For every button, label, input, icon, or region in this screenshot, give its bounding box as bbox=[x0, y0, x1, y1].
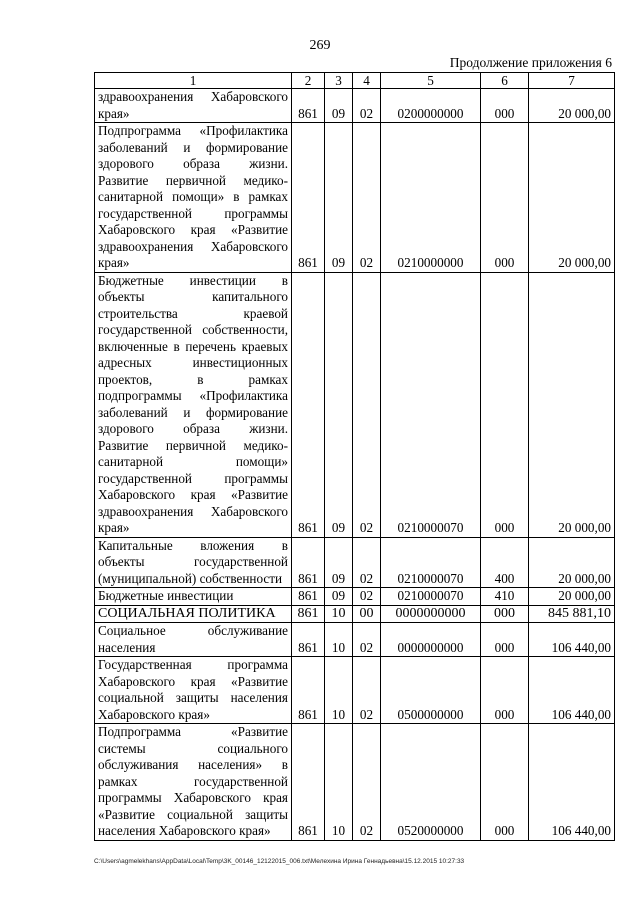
subsection-code: 02 bbox=[353, 623, 381, 657]
ministry-code: 861 bbox=[292, 623, 325, 657]
amount: 20 000,00 bbox=[529, 89, 615, 123]
expense-type-code: 000 bbox=[481, 272, 529, 537]
table-row bbox=[95, 89, 615, 123]
ministry-code: 861 bbox=[292, 588, 325, 606]
file-path-footer: C:\Users\agmelekhans\AppData\Local\Temp\3K_00146_12122015_006.txt\Мелехина Ирина Геннадьевна\15.12.2015 10:27:33 bbox=[94, 858, 465, 865]
amount: 845 881,10 bbox=[529, 605, 615, 623]
expense-type-code: 000 bbox=[481, 657, 529, 724]
subsection-code: 00 bbox=[353, 605, 381, 623]
table-row bbox=[95, 657, 615, 724]
row-name: здравоохранения Хабаровского края» bbox=[95, 89, 292, 123]
target-article-code: 0500000000 bbox=[381, 657, 481, 724]
section-code: 09 bbox=[325, 89, 353, 123]
subsection-code: 02 bbox=[353, 537, 381, 588]
target-article-code: 0520000000 bbox=[381, 724, 481, 841]
table-row bbox=[95, 272, 615, 537]
subsection-code: 02 bbox=[353, 657, 381, 724]
expense-type-code: 410 bbox=[481, 588, 529, 606]
column-header: 7 bbox=[529, 73, 615, 89]
header-row bbox=[95, 73, 615, 89]
row-name: СОЦИАЛЬНАЯ ПОЛИТИКА bbox=[95, 605, 292, 623]
row-name: Подпрограмма «Развитие системы социального обслуживания населения» в рамках государственной программы Хабаровского края «Развитие социальной защиты населения Хабаровского края» bbox=[95, 724, 292, 841]
target-article-code: 0210000000 bbox=[381, 123, 481, 273]
expense-type-code: 000 bbox=[481, 123, 529, 273]
amount: 106 440,00 bbox=[529, 724, 615, 841]
column-header: 2 bbox=[292, 73, 325, 89]
amount: 106 440,00 bbox=[529, 623, 615, 657]
target-article-code: 0000000000 bbox=[381, 623, 481, 657]
ministry-code: 861 bbox=[292, 537, 325, 588]
ministry-code: 861 bbox=[292, 605, 325, 623]
table-row bbox=[95, 123, 615, 273]
table-row bbox=[95, 588, 615, 606]
row-name: Социальное обслуживание населения bbox=[95, 623, 292, 657]
target-article-code: 0210000070 bbox=[381, 272, 481, 537]
target-article-code: 0210000070 bbox=[381, 537, 481, 588]
row-name: Государственная программа Хабаровского края «Развитие социальной защиты населения Хабаровского края» bbox=[95, 657, 292, 724]
table-row bbox=[95, 724, 615, 841]
amount: 20 000,00 bbox=[529, 537, 615, 588]
ministry-code: 861 bbox=[292, 123, 325, 273]
row-name: Капитальные вложения в объекты государственной (муниципальной) собственности bbox=[95, 537, 292, 588]
row-name: Подпрограмма «Профилактика заболеваний и формирование здорового образа жизни. Развитие первичной медико-санитарной помощи» в рамках государственной программы Хабаровского края «Развитие здравоохранения Хабаровского края» bbox=[95, 123, 292, 273]
column-header: 4 bbox=[353, 73, 381, 89]
amount: 106 440,00 bbox=[529, 657, 615, 724]
table-row bbox=[95, 537, 615, 588]
target-article-code: 0210000070 bbox=[381, 588, 481, 606]
continuation-caption: Продолжение приложения 6 bbox=[449, 55, 612, 70]
expense-type-code: 000 bbox=[481, 89, 529, 123]
row-name: Бюджетные инвестиции в объекты капитального строительства краевой государственной собственности, включенные в перечень краевых адресных инвестиционных проектов, в рамках подпрограммы «Профилактика заболеваний и формирование здорового образа жизни. Развитие первичной медико-санитарной помощи» государственной программы Хабаровского края «Развитие здравоохранения Хабаровского края» bbox=[95, 272, 292, 537]
target-article-code: 0200000000 bbox=[381, 89, 481, 123]
budget-table bbox=[94, 72, 615, 841]
subsection-code: 02 bbox=[353, 588, 381, 606]
ministry-code: 861 bbox=[292, 724, 325, 841]
section-code: 10 bbox=[325, 724, 353, 841]
subsection-code: 02 bbox=[353, 89, 381, 123]
section-code: 10 bbox=[325, 605, 353, 623]
ministry-code: 861 bbox=[292, 272, 325, 537]
amount: 20 000,00 bbox=[529, 123, 615, 273]
subsection-code: 02 bbox=[353, 272, 381, 537]
ministry-code: 861 bbox=[292, 89, 325, 123]
column-header: 3 bbox=[325, 73, 353, 89]
target-article-code: 0000000000 bbox=[381, 605, 481, 623]
expense-type-code: 000 bbox=[481, 724, 529, 841]
ministry-code: 861 bbox=[292, 657, 325, 724]
expense-type-code: 000 bbox=[481, 605, 529, 623]
page-number: 269 bbox=[309, 38, 331, 53]
section-code: 10 bbox=[325, 623, 353, 657]
expense-type-code: 400 bbox=[481, 537, 529, 588]
expense-type-code: 000 bbox=[481, 623, 529, 657]
section-code: 09 bbox=[325, 272, 353, 537]
section-code: 09 bbox=[325, 123, 353, 273]
section-code: 09 bbox=[325, 537, 353, 588]
amount: 20 000,00 bbox=[529, 588, 615, 606]
subsection-code: 02 bbox=[353, 724, 381, 841]
section-code: 09 bbox=[325, 588, 353, 606]
section-code: 10 bbox=[325, 657, 353, 724]
table-row bbox=[95, 605, 615, 623]
row-name: Бюджетные инвестиции bbox=[95, 588, 292, 606]
column-header: 6 bbox=[481, 73, 529, 89]
subsection-code: 02 bbox=[353, 123, 381, 273]
amount: 20 000,00 bbox=[529, 272, 615, 537]
column-header: 5 bbox=[381, 73, 481, 89]
table-row bbox=[95, 623, 615, 657]
column-header: 1 bbox=[95, 73, 292, 89]
